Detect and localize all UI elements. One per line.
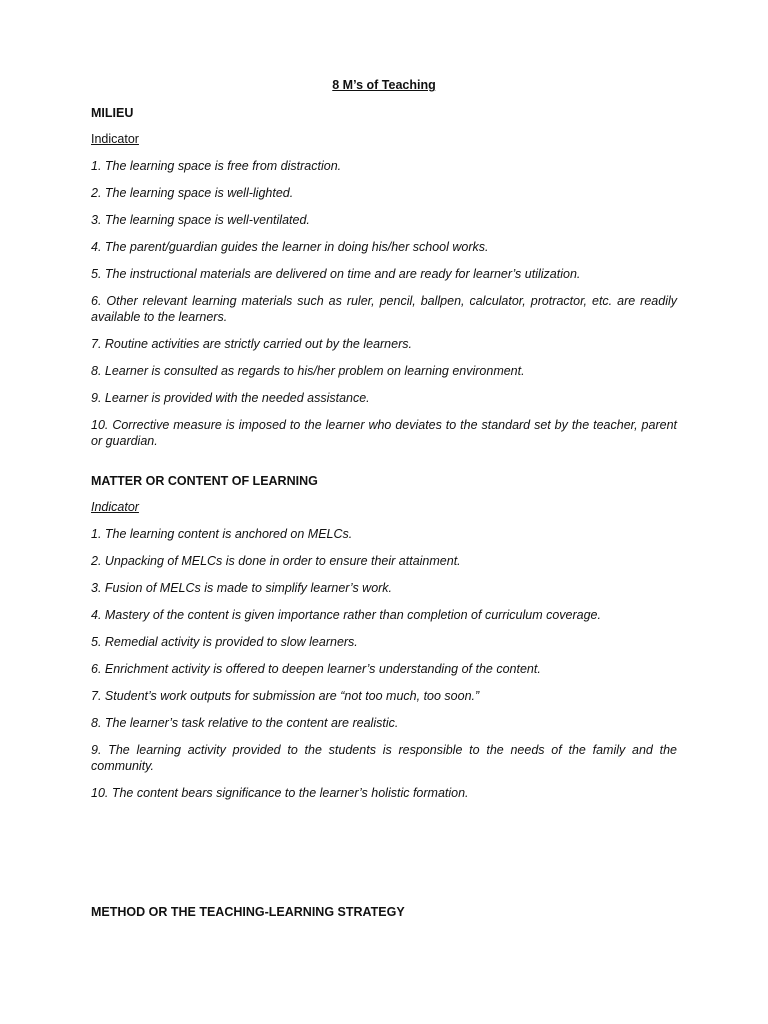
list-item: 1. The learning space is free from distraction.	[91, 159, 342, 173]
list-item: 6. Other relevant learning materials such as ruler, pencil, ballpen, calculator, protractor, etc. are readily available to the learners.	[91, 294, 677, 324]
list-item: 3. Fusion of MELCs is made to simplify learner’s work.	[91, 581, 393, 595]
section-method	[91, 905, 677, 920]
list-item: 5. Remedial activity is provided to slow learners.	[91, 635, 358, 649]
section-heading-milieu: MILIEU	[91, 106, 134, 120]
list-item: 9. Learner is provided with the needed assistance.	[91, 391, 370, 405]
indicator-label-milieu: Indicator	[91, 132, 139, 146]
section-heading-method: METHOD OR THE TEACHING-LEARNING STRATEGY	[91, 905, 405, 919]
document-content	[91, 78, 677, 931]
list-item: 10. The content bears significance to the learner’s holistic formation.	[91, 786, 469, 800]
indicator-list-matter	[91, 526, 677, 801]
list-item: 7. Routine activities are strictly carried out by the learners.	[91, 337, 412, 351]
list-item: 4. The parent/guardian guides the learner in doing his/her school works.	[91, 240, 489, 254]
list-item: 9. The learning activity provided to the students is responsible to the needs of the family and the community.	[91, 743, 677, 773]
list-item: 8. Learner is consulted as regards to his/her problem on learning environment.	[91, 364, 525, 378]
indicator-label-matter: Indicator	[91, 500, 139, 514]
list-item: 2. Unpacking of MELCs is done in order to ensure their attainment.	[91, 554, 461, 568]
list-item: 6. Enrichment activity is offered to deepen learner’s understanding of the content.	[91, 662, 541, 676]
section-matter	[91, 474, 677, 801]
list-item: 3. The learning space is well-ventilated.	[91, 213, 310, 227]
section-milieu	[91, 106, 677, 449]
list-item: 7. Student’s work outputs for submission are “not too much, too soon.”	[91, 689, 480, 703]
list-item: 2. The learning space is well-lighted.	[91, 186, 294, 200]
list-item: 5. The instructional materials are delivered on time and are ready for learner’s utilization.	[91, 267, 581, 281]
list-item: 4. Mastery of the content is given importance rather than completion of curriculum coverage.	[91, 608, 601, 622]
list-item: 8. The learner’s task relative to the content are realistic.	[91, 716, 399, 730]
section-heading-matter: MATTER OR CONTENT OF LEARNING	[91, 474, 318, 488]
indicator-list-milieu	[91, 158, 677, 449]
list-item: 1. The learning content is anchored on MELCs.	[91, 527, 353, 541]
list-item: 10. Corrective measure is imposed to the learner who deviates to the standard set by the teacher, parent or guardian.	[91, 418, 677, 448]
document-title: 8 M’s of Teaching	[332, 78, 436, 92]
